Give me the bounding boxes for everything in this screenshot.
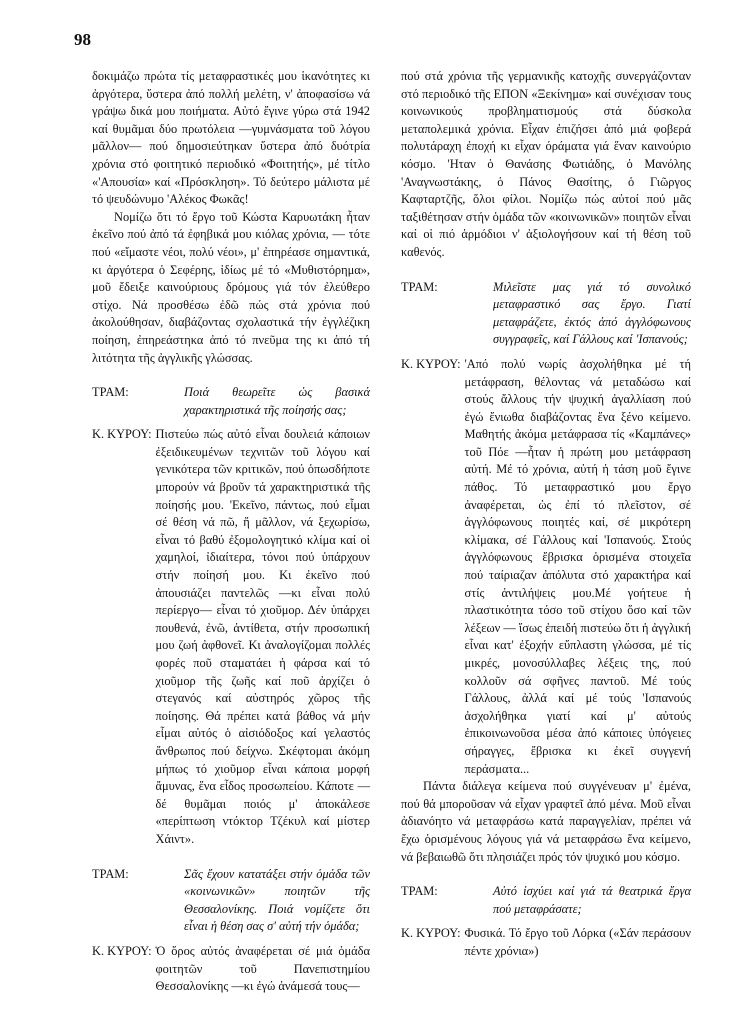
paragraph: Πάντα διάλεγα κείμενα πού συγγένευαν μ' ἐμένα, πού θά μποροῦσαν νά εἶχαν γραφτεῖ ἀπό μένα. Μοῦ εἶναι ἀδιανόητο νά μεταφράσω κατά παραγγελίαν, πρέπει νά ἔχω ὁρισμένους λόγους γιά νά μεταφράσω ἕνα κείμενο, νά βεβαιωθῶ ὅτι πλησιάζει πρός τόν ψυχικό μου κόσμο.: [401, 779, 691, 864]
right-column: [401, 68, 691, 961]
speaker-label: Κ. ΚΥΡΟΥ:: [401, 356, 461, 371]
speaker-label: ΤΡΑΜ:: [401, 279, 438, 294]
question-text: Ποιά θεωρεῖτε ὡς βασικά χαρακτηριστικά τῆς ποίησής σας;: [184, 385, 370, 417]
answer-text: 'Από πολύ νωρίς ἀσχολήθηκα μέ τή μετάφραση, θέλοντας νά μεταδώσω καί στούς ἄλλους τήν ψυχική ἀγαλλίαση πού ἐγώ ἔνιωθα διαβάζοντας ἕνα ξένο κείμενο. Μαθητής ἀκόμα μετάφρασα τίς «Καμπάνες» τοῦ Πόε —ἦταν ἡ πρώτη μου μετάφραση αὐτή. Μέ τό χρόνια, αὐτή ἡ τάση μοῦ ἔγινε πάθος. Τό μεταφραστικό μου ἔργο ἀναφέρεται, ὡς ἐπί τό πλεῖστον, σέ ἀγγλόφωνους ποιητές καί, σέ μικρότερη κλίμακα, σέ Γάλλους καί 'Ισπανούς. Στούς ἀγγλόφωνους ἔβρισκα ὁρισμένα στοιχεῖα πού ταίριαζαν ἀπόλυτα στό χαρακτήρα καί στίς ἀντιλήψεις μου.Μέ γοήτευε ἡ πλαστικότητα τόσο τοῦ στίχου ὅσο καί τῶν λέξεων — ἴσως ἐπειδή πιστεύω ὅτι ἡ ἀγγλική εἶναι κατ' ἐξοχήν εὔπλαστη γλώσσα, μέ τίς μικρές, μονοσύλλαβες λέξεις της, πού κολλοῦν σά σφῆνες παντοῦ. Μέ τούς Γάλλους, ἀλλά καί μέ τούς 'Ισπανούς ἀσχολήθηκα γιατί καί μ' αὐτούς ἐπικοινωνοῦσα μέσα ἀπό κάποιες ὑπόγειες σήραγγες, ἔβρισκα κι ἐκεῖ συγγενή περάσματα...: [464, 356, 691, 776]
interview-answer: [92, 943, 370, 996]
answer-text: Ὁ ὅρος αὐτός ἀναφέρεται σέ μιά ὁμάδα φοιτητῶν τοῦ Πανεπιστημίου Θεσσαλονίκης —κι ἐγώ ἀνάμεσά τους—: [155, 943, 370, 994]
answer-text: Πιστεύω πώς αὐτό εἶναι δουλειά κάποιων ἐξειδικευμένων τεχνιτῶν τοῦ λόγου καί γενικότερα τῶν κριτικῶν, πού ὁπωσδήποτε μπορούν νά βροῦν τά χαρακτηριστικά τῆς ποίησής μου. 'Εκεῖνο, πάντως, πού εἶμαι σέ θέση νά πῶ, ἤ μᾶλλον, νά ξεχωρίσω, εἶναι τό βαθύ ἐξομολογητικό κλίμα καί οἱ χαμηλοί, ἰδιαίτερα, τόνοι πού ὑπάρχουν στήν ποίησή μου. Κι ἐκεῖνο πού ἀπουσιάζει παντελῶς —κι εἶναι πολύ περίεργο— εἶναι τό χιοῦμορ. Δέν ὑπάρχει πουθενά, ἐνῶ, ἀντίθετα, στήν προσωπική μου ζωή ἀφθονεῖ. Κι ἀναλογίζομαι πολλές φορές ποῦ σταματάει ἡ φάρσα καί τό χιοῦμορ τῆς ζωῆς καί ποῦ ἀρχίζει ὁ στεγανός καί αὐστηρός χῶρος τῆς ποίησης. Θά πρέπει κατά βάθος νά μήν εἶμαι αὐτός ὁ αἰσιόδοξος καί γελαστός ἄνθρωπος πού δείχνω. Σκέφτομαι ἀκόμη μήπως τό χιοῦμορ εἶναι κάποια μορφή ἄμυνας, ἕνα εἶδος προσωπείου. Κάποτε —δέ θυμᾶμαι ποιός μ' ἀποκάλεσε «περίπτωση ντόκτορ Τζέκυλ καί μίστερ Χάιντ».: [155, 427, 370, 846]
question-text: Σᾶς ἔχουν κατατάξει στήν ὁμάδα τῶν «κοινωνικῶν» ποιητῶν τῆς Θεσσαλονίκης. Ποιά νομίζετε ὅτι εἶναι ἡ θέση σας σ' αὐτή τήν ὁμάδα;: [184, 866, 370, 934]
interview-question: [401, 883, 691, 918]
speaker-label: Κ. ΚΥΡΟΥ:: [401, 926, 461, 941]
paragraph: πού στά χρόνια τῆς γερμανικῆς κατοχῆς συνεργάζονταν στό περιοδικό τῆς ΕΠΟΝ «Ξεκίνημα» καί συνέχισαν τους κοινωνικούς προβληματισμούς στά δύσκολα μεταπολεμικά χρόνια. Εἶχαν ἐπιζήσει ἀπό μιά φοβερά πολυτάραχη ἐποχή κι εἶχαν όράματα γιά ἕναν καινούριο κόσμο. 'Ηταν ὁ Θανάσης Φωτιάδης, ὁ Μανόλης 'Αναγνωστάκης, ὁ Πάνος Θασίτης, ὁ Γιῶργος Καφταρτζῆς, ὅλοι φίλοι. Νομίζω πώς αὐτοί πού μᾶς ταξιθέτησαν στήν ὁμάδα τῶν «κοινωνικῶν» ποιητῶν εἶναι καί οἱ πιό ἁρμόδιοι ν' ἀξιολογήσουν καί τή θέση τοῦ καθενός.: [401, 69, 691, 259]
answer-text: Φυσικά. Τό ἔργο τοῦ Λόρκα («Σάν περάσουν πέντε χρόνια»): [464, 926, 691, 958]
question-text: Αὐτό ἰσχύει καί γιά τά θεατρικά ἔργα πού μεταφράσατε;: [493, 884, 691, 916]
left-column: [92, 68, 370, 996]
interview-answer: [401, 925, 691, 960]
speaker-label: ΤΡΑΜ:: [92, 866, 129, 881]
interview-question: [92, 384, 370, 419]
paragraph: δοκιμάζω πρώτα τίς μεταφραστικές μου ἱκανότητες κι ἀργότερα, ὕστερα ἀπό πολλή μελέτη, ν' ἀποφασίσω νά γράψω δικά μου ποιήματα. Αὐτό ἔγινε γύρω στά 1942 καί θυμᾶμαι δύο πρωτόλεια —γυμνάσματα τοῦ λόγου μᾶλλον— πού δημοσιεύτηκαν ὕστερα ἀπό δυότρία χρόνια στό φοιτητικό περιοδικό «Φοιτητής», μέ τίτλο «'Απουσία» καί «Πρόσκληση». Τό δεύτερο μάλιστα μέ τό ψευδώνυμο 'Αλέκος Φωκᾶς!: [92, 69, 370, 207]
paragraph: Νομίζω ὅτι τό ἔργο τοῦ Κώστα Καρυωτάκη ἦταν ἐκεῖνο πού ἀπό τά ἐφηβικά μου κιόλας χρόνια, — τότε πού «εἴμαστε νέοι, πολύ νέοι», μ' ἐπηρέασε σημαντικά, κι ἀργότερα ὁ Σεφέρης, ἰδίως μέ τό «Μυθιστόρημα», μοῦ ἔδειξε καινούριους δρόμους γιά τόν ἐλεύθερο στίχο. Νά προσθέσω ἐδῶ πώς στά χρόνια πού ἀκολούθησαν, διαβάζοντας σχολαστικά τήν ἐγγλέζικη ποίηση, ἐπηρεάστηκα ἀπό τό πνεῦμα της κι ἀπό τή λιτότητα τῆς ἀγγλικῆς γλώσσας.: [92, 209, 370, 365]
interview-answer: [401, 356, 691, 778]
interview-answer: [92, 426, 370, 848]
speaker-label: Κ. ΚΥΡΟΥ:: [92, 427, 152, 442]
interview-question: [92, 866, 370, 936]
speaker-label: ΤΡΑΜ:: [92, 385, 129, 400]
speaker-label: Κ. ΚΥΡΟΥ:: [92, 943, 152, 958]
interview-question: [401, 279, 691, 349]
speaker-label: ΤΡΑΜ:: [401, 884, 438, 899]
page-number: 98: [74, 30, 91, 49]
question-text: Μιλεῖστε μας γιά τό συνολικό μεταφραστικό σας ἔργο. Γιατί μεταφράζετε, ἐκτός ἀπό ἀγγλόφωνους συγγραφεῖς, καί Γάλλους καί 'Ισπανούς;: [493, 279, 691, 347]
